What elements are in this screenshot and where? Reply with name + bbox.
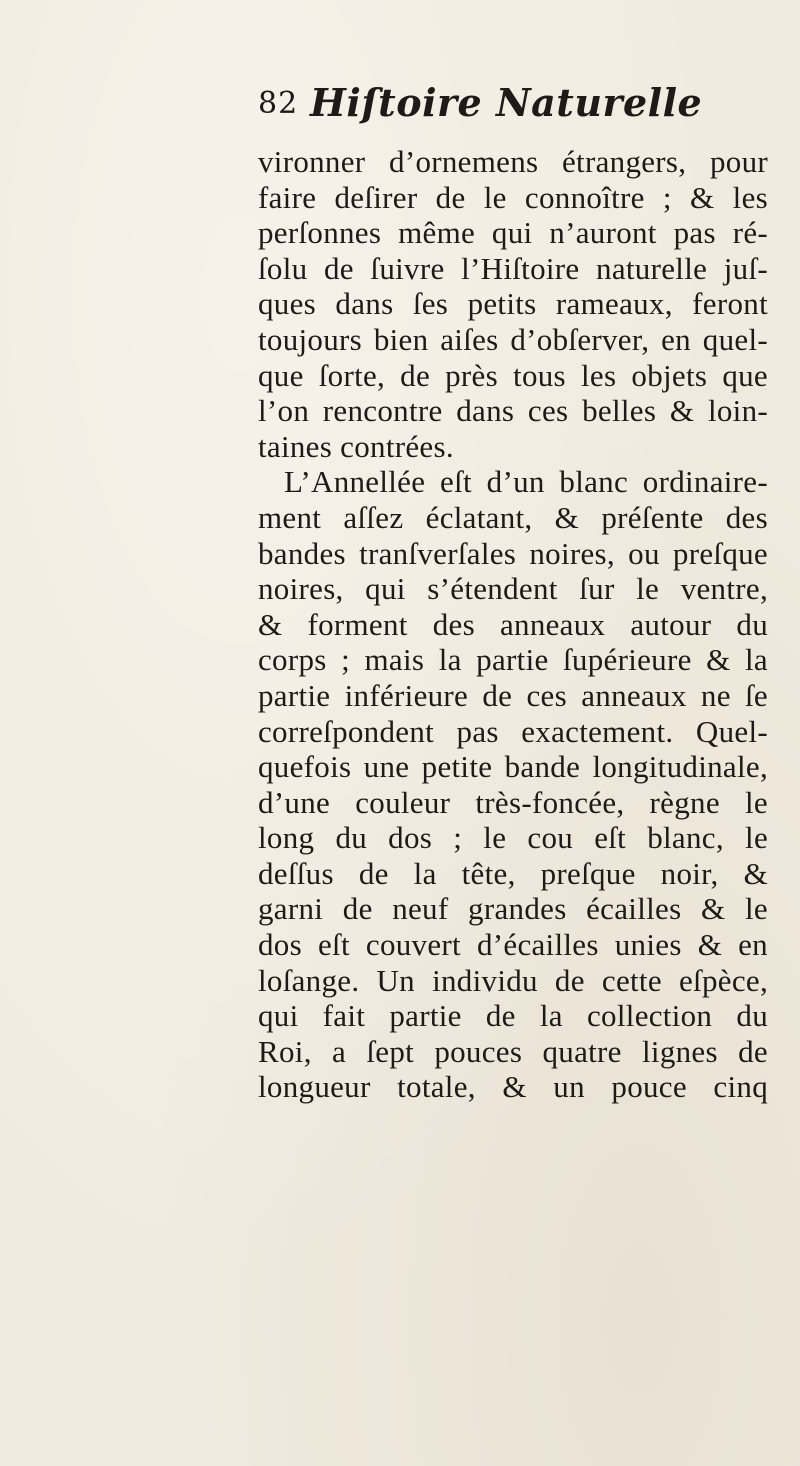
- text-line: & forment des anneaux autour du: [258, 606, 768, 642]
- page-number: 82: [258, 86, 299, 121]
- running-title: Hiſtoire Naturelle: [310, 80, 703, 125]
- text-line: que ſorte, de près tous les objets que: [258, 357, 768, 393]
- text-line: Roi, a ſept pouces quatre lignes de: [258, 1033, 768, 1069]
- text-line: d’une couleur très-foncée, règne le: [258, 784, 768, 820]
- text-line: l’on rencontre dans ces belles & loin-: [258, 393, 768, 429]
- text-line: bandes tranſverſales noires, ou preſque: [258, 535, 768, 571]
- text-line: qui fait partie de la collection du: [258, 998, 768, 1034]
- text-line: vironner d’ornemens étrangers, pour: [258, 144, 768, 179]
- text-line: quefois une petite bande longitudinale,: [258, 749, 768, 785]
- text-line: noires, qui s’étendent ſur le ventre,: [258, 571, 768, 607]
- text-line: taines contrées.: [258, 428, 454, 464]
- page-header: [258, 78, 738, 138]
- text-line: correſpondent pas exactement. Quel-: [258, 713, 768, 749]
- text-line: ques dans ſes petits rameaux, feront: [258, 286, 768, 322]
- text-line: toujours bien aiſes d’obſerver, en quel-: [258, 321, 768, 357]
- text-line: partie inférieure de ces anneaux ne ſe: [258, 677, 768, 713]
- text-line: loſange. Un individu de cette eſpèce,: [258, 962, 768, 998]
- text-line: deſſus de la tête, preſque noir, &: [258, 855, 768, 891]
- text-line: corps ; mais la partie ſupérieure & la: [258, 642, 768, 678]
- text-line: perſonnes même qui n’auront pas ré-: [258, 215, 768, 251]
- text-line: faire deſirer de le connoître ; & les: [258, 179, 768, 215]
- text-line: long du dos ; le cou eſt blanc, le: [258, 820, 768, 856]
- text-line: ment aſſez éclatant, & préſente des: [258, 499, 768, 535]
- text-line: ſolu de ſuivre l’Hiſtoire naturelle juſ-: [258, 250, 768, 286]
- text-line: longueur totale, & un pouce cinq: [258, 1069, 768, 1105]
- text-line: dos eſt couvert d’écailles unies & en: [258, 927, 768, 963]
- text-line: L’Annellée eſt d’un blanc ordinaire-: [284, 464, 768, 500]
- text-line: garni de neuf grandes écailles & le: [258, 891, 768, 927]
- body-text: [258, 144, 768, 1105]
